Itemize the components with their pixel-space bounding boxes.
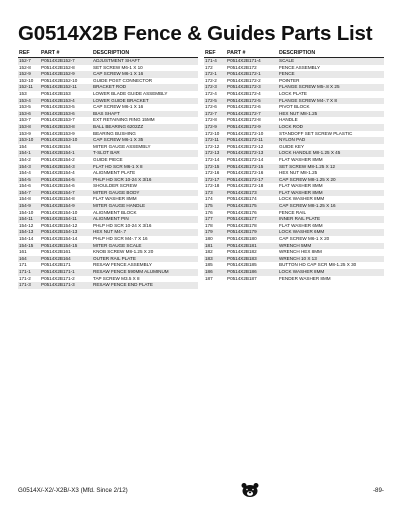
table-row: [204, 104, 384, 111]
description-cell: FLAT WASHER 8MM: [279, 189, 323, 195]
description-cell: LOCK WASHER 6MM: [279, 229, 325, 235]
part-number-cell: P0514X2B154-7: [41, 189, 75, 195]
table-row: [18, 177, 198, 184]
description-cell: RESAW FENCE 590MM ALUMINUM: [93, 269, 169, 274]
ref-cell: 172-12: [205, 143, 220, 149]
table-row: [204, 249, 384, 256]
description-cell: POINTER: [279, 77, 300, 83]
table-row: [18, 104, 198, 111]
ref-cell: 171-2: [19, 275, 31, 281]
description-cell: NYLON PAD: [279, 137, 306, 143]
description-cell: RESAW FENCE END PLATE: [93, 282, 153, 288]
description-cell: HEX NUT M8-1.25: [279, 110, 318, 116]
part-number-cell: P0514X2B153-7: [41, 117, 75, 123]
part-number-cell: P0514X2B154-9: [41, 203, 75, 209]
table-row: [18, 150, 198, 157]
table-row: [18, 71, 198, 78]
ref-cell: 172: [205, 64, 213, 70]
header-description: DESCRIPTION: [279, 50, 316, 56]
table-header: [18, 50, 198, 58]
part-number-cell: P0514X2B172-3: [227, 84, 261, 90]
table-row: [18, 144, 198, 151]
part-number-cell: P0514X2B172-17: [227, 176, 264, 182]
part-number-cell: P0514X2B154-1: [41, 150, 75, 156]
ref-cell: 154-6: [19, 183, 31, 189]
description-cell: T-SLOT BAR: [93, 150, 120, 156]
description-cell: SET SCREW M6-1 X 10: [93, 64, 143, 70]
description-cell: FLAT WASHER 8MM: [279, 156, 323, 162]
part-number-cell: P0514X2B154-4: [41, 170, 75, 176]
ref-cell: 154-1: [19, 150, 31, 156]
part-number-cell: P0514X2B172-1: [227, 71, 261, 77]
page-footer: [18, 482, 384, 498]
description-cell: BUTTON HD CAP SCR M8-1.25 X 30: [279, 262, 357, 268]
description-cell: CAP SCREW M6-1 X 35: [93, 137, 144, 143]
part-number-cell: P0514X2B154-3: [41, 163, 75, 169]
part-number-cell: P0514X2B187: [227, 275, 257, 281]
description-cell: FENDER WASHER 8MM: [279, 275, 331, 281]
description-cell: SHOULDER SCREW: [93, 183, 137, 189]
table-row: [18, 203, 198, 210]
part-number-cell: P0514X2B177: [227, 216, 257, 222]
part-number-cell: P0514X2B175: [227, 203, 257, 209]
ref-cell: 171-1: [19, 269, 31, 274]
part-number-cell: P0514X2B153-8: [41, 123, 75, 129]
part-number-cell: P0514X2B154-6: [41, 183, 75, 189]
description-cell: ALIGNMENT BLOCK: [93, 209, 137, 215]
part-number-cell: P0514X2B154-15: [41, 242, 78, 248]
table-row: [18, 58, 198, 65]
table-row: [18, 190, 198, 197]
description-cell: FLAT HD SCR M6-1 X 8: [93, 163, 143, 169]
ref-cell: 164: [19, 255, 27, 261]
table-row: [204, 71, 384, 78]
part-number-cell: P0514X2B172-11: [227, 137, 263, 143]
table-row: [204, 98, 384, 105]
table-row: [204, 196, 384, 203]
description-cell: LOCK PLATE: [279, 90, 307, 96]
ref-cell: 186: [205, 269, 213, 274]
ref-cell: 172-7: [205, 110, 217, 116]
part-number-cell: P0514X2B171-2: [41, 275, 75, 281]
table-row: [18, 124, 198, 131]
table-row: [18, 157, 198, 164]
ref-cell: 172-8: [205, 117, 217, 123]
table-row: [204, 216, 384, 223]
description-cell: CAP SCREW M8-1.25 X 16: [279, 203, 336, 209]
description-cell: BIAS SHAFT: [93, 110, 120, 116]
part-number-cell: P0514X2B180: [227, 236, 257, 242]
header-ref: REF: [205, 50, 216, 56]
ref-cell: 153-4: [19, 97, 31, 103]
table-row: [204, 124, 384, 131]
description-cell: INNER RAIL PLATE: [279, 216, 321, 222]
table-row: [204, 170, 384, 177]
description-cell: BRACKET ROD: [93, 84, 127, 90]
part-number-cell: P0514X2B154: [41, 143, 71, 149]
table-row: [204, 190, 384, 197]
page-number: -89-: [372, 486, 384, 494]
ref-cell: 181: [205, 242, 213, 248]
description-cell: LOWER BLADE GUIDE ASSEMBLY: [93, 90, 168, 96]
description-cell: STANDOFF SET SCREW PLASTIC: [279, 130, 353, 136]
part-number-cell: P0514X2B176: [227, 209, 257, 215]
table-row: [204, 144, 384, 151]
description-cell: KNOB SCREW M8-1.25 X 20: [93, 249, 154, 255]
description-cell: FLANGE SCREW M4-.7 X 8: [279, 97, 337, 103]
parts-tables: [18, 50, 384, 289]
description-cell: FLAT WASHER 8MM: [93, 196, 137, 202]
table-row: [204, 243, 384, 250]
part-number-cell: P0514X2B172-13: [227, 150, 264, 156]
description-cell: BALL BEARING 6202ZZ: [93, 123, 144, 129]
ref-cell: 154-7: [19, 189, 31, 195]
part-number-cell: P0514X2B172-18: [227, 183, 264, 189]
ref-cell: 176: [205, 209, 213, 215]
table-body-right: [204, 58, 384, 282]
table-row: [204, 236, 384, 243]
table-row: [18, 276, 198, 283]
parts-table-left: [18, 50, 198, 289]
ref-cell: 152-11: [19, 84, 33, 90]
part-number-cell: P0514X2B173: [227, 189, 257, 195]
parts-table-right: [204, 50, 384, 289]
part-number-cell: P0514X2B182: [227, 249, 257, 255]
table-row: [204, 256, 384, 263]
table-row: [18, 98, 198, 105]
ref-cell: 172-6: [205, 104, 217, 110]
ref-cell: 172-11: [205, 137, 219, 143]
ref-cell: 185: [205, 262, 213, 268]
table-header: [204, 50, 384, 58]
description-cell: CAP SCREW M8-1.25 X 20: [279, 176, 336, 182]
description-cell: HANDLE: [279, 117, 298, 123]
table-row: [18, 65, 198, 72]
part-number-cell: P0514X2B172-8: [227, 117, 261, 123]
table-row: [18, 183, 198, 190]
description-cell: HEX NUT M8-1.25: [279, 170, 318, 176]
part-number-cell: P0514X2B153: [41, 90, 71, 96]
ref-cell: 175: [205, 203, 213, 209]
part-number-cell: P0514X2B153-9: [41, 130, 75, 136]
ref-cell: 154-13: [19, 229, 34, 235]
table-row: [204, 269, 384, 276]
table-row: [204, 183, 384, 190]
part-number-cell: P0514X2B153-6: [41, 110, 75, 116]
part-number-cell: P0514X2B171-1: [41, 269, 75, 274]
description-cell: EXT RETAINING RING 15MM: [93, 117, 155, 123]
table-row: [204, 229, 384, 236]
table-row: [18, 196, 198, 203]
table-row: [204, 65, 384, 72]
description-cell: FLANGE SCREW M5-.8 X 25: [279, 84, 340, 90]
ref-cell: 153-6: [19, 110, 31, 116]
description-cell: MITER GAUGE BODY: [93, 189, 140, 195]
ref-cell: 154-5: [19, 176, 31, 182]
part-number-cell: P0514X2B186: [227, 269, 257, 274]
description-cell: FENCE RAIL: [279, 209, 307, 215]
footer-model-text: G0514X/-X2/-X2B/-X3 (Mfd. Since 2/12): [18, 486, 128, 494]
ref-cell: 172-14: [205, 156, 220, 162]
table-row: [204, 210, 384, 217]
description-cell: PIVOT BLOCK: [279, 104, 310, 110]
description-cell: ADJUSTMENT SHAFT: [93, 58, 141, 63]
part-number-cell: P0514X2B154-11: [41, 216, 77, 222]
part-number-cell: P0514X2B172-10: [227, 130, 264, 136]
ref-cell: 182: [205, 249, 213, 255]
description-cell: TAP SCREW M3.5 X 8: [93, 275, 140, 281]
description-cell: LOCK WASHER 8MM: [279, 196, 325, 202]
ref-cell: 154-14: [19, 236, 34, 242]
part-number-cell: P0514X2B172-5: [227, 97, 261, 103]
ref-cell: 153-8: [19, 123, 31, 129]
ref-cell: 172-15: [205, 163, 220, 169]
table-row: [204, 58, 384, 65]
header-part: PART #: [41, 50, 60, 56]
description-cell: RESAW FENCE ASSEMBLY: [93, 262, 152, 268]
part-number-cell: P0514X2B172-14: [227, 156, 264, 162]
header-description: DESCRIPTION: [93, 50, 130, 56]
table-row: [204, 84, 384, 91]
table-row: [204, 223, 384, 230]
table-row: [204, 177, 384, 184]
part-number-cell: P0514X2B153-5: [41, 104, 75, 110]
part-number-cell: P0514X2B171-3: [41, 282, 75, 288]
part-number-cell: P0514X2B172-4: [227, 90, 261, 96]
description-cell: PHLP HD SCR M4-.7 X 16: [93, 236, 148, 242]
ref-cell: 154: [19, 143, 27, 149]
ref-cell: 173: [205, 189, 213, 195]
table-row: [204, 117, 384, 124]
part-number-cell: P0514X2B152-7: [41, 58, 75, 63]
part-number-cell: P0514X2B172-2: [227, 77, 261, 83]
ref-cell: 172-5: [205, 97, 217, 103]
table-row: [18, 137, 198, 144]
ref-cell: 154-2: [19, 156, 31, 162]
table-row: [18, 210, 198, 217]
ref-cell: 153-5: [19, 104, 31, 110]
table-row: [18, 243, 198, 250]
part-number-cell: P0514X2B152-10: [41, 77, 78, 83]
table-row: [204, 78, 384, 85]
description-cell: SET SCREW M8-1.25 X 12: [279, 163, 336, 169]
ref-cell: 172-1: [205, 71, 217, 77]
description-cell: CAP SCREW M6-1 X 20: [279, 236, 330, 242]
description-cell: CAP SCREW M6-1 X 16: [93, 104, 144, 110]
part-number-cell: P0514X2B152-8: [41, 64, 75, 70]
table-row: [204, 276, 384, 283]
part-number-cell: P0514X2B154-8: [41, 196, 75, 202]
table-row: [18, 170, 198, 177]
part-number-cell: P0514X2B172-6: [227, 104, 261, 110]
ref-cell: 152-9: [19, 71, 31, 77]
description-cell: MITER GAUGE SCALE: [93, 242, 142, 248]
header-part: PART #: [227, 50, 246, 56]
description-cell: MITER GAUGE ASSEMBLY: [93, 143, 151, 149]
description-cell: FENCE ASSEMBLY: [279, 64, 321, 70]
part-number-cell: P0514X2B179: [227, 229, 257, 235]
ref-cell: 152-10: [19, 77, 34, 83]
description-cell: MITER GAUGE HANDLE: [93, 203, 146, 209]
table-row: [18, 249, 198, 256]
ref-cell: 154-15: [19, 242, 34, 248]
table-row: [204, 111, 384, 118]
part-number-cell: P0514X2B154-12: [41, 222, 78, 228]
part-number-cell: P0514X2B152-9: [41, 71, 75, 77]
description-cell: ALIGNMENT PLATE: [93, 170, 136, 176]
description-cell: WRENCH 10 X 13: [279, 255, 317, 261]
table-body-left: [18, 58, 198, 289]
ref-cell: 172-13: [205, 150, 220, 156]
ref-cell: 154-3: [19, 163, 31, 169]
part-number-cell: P0514X2B154-13: [41, 229, 78, 235]
table-row: [18, 236, 198, 243]
part-number-cell: P0514X2B154-10: [41, 209, 78, 215]
part-number-cell: P0514X2B153-4: [41, 97, 75, 103]
ref-cell: 172-9: [205, 123, 217, 129]
description-cell: ALIGNMENT PIN: [93, 216, 129, 222]
table-row: [18, 229, 198, 236]
description-cell: GUIDE PIECE: [93, 156, 123, 162]
ref-cell: 187: [205, 275, 213, 281]
table-row: [18, 282, 198, 289]
table-row: [204, 157, 384, 164]
header-ref: REF: [19, 50, 30, 56]
ref-cell: 154-4: [19, 170, 31, 176]
description-cell: LOCK ROD: [279, 123, 303, 129]
ref-cell: 183: [205, 255, 213, 261]
table-row: [18, 78, 198, 85]
description-cell: BEARING BUSHING: [93, 130, 136, 136]
table-row: [18, 84, 198, 91]
part-number-cell: P0514X2B154-2: [41, 156, 75, 162]
table-row: [204, 164, 384, 171]
ref-cell: 180: [205, 236, 213, 242]
description-cell: LOWER GUIDE BRACKET: [93, 97, 149, 103]
part-number-cell: P0514X2B153-10: [41, 137, 78, 143]
description-cell: LOCK HANDLE M8-1.25 X 45: [279, 150, 341, 156]
description-cell: OUTER RAIL PLATE: [93, 255, 136, 261]
ref-cell: 172-3: [205, 84, 217, 90]
table-row: [18, 256, 198, 263]
description-cell: SCALE: [279, 58, 295, 63]
ref-cell: 152-7: [19, 58, 31, 63]
part-number-cell: P0514X2B154-5: [41, 176, 75, 182]
description-cell: FLAT WASHER 6MM: [279, 222, 323, 228]
part-number-cell: P0514X2B171-4: [227, 58, 261, 63]
table-row: [18, 91, 198, 98]
ref-cell: 171-3: [19, 282, 31, 288]
ref-cell: 179: [205, 229, 213, 235]
table-row: [18, 223, 198, 230]
ref-cell: 172-2: [205, 77, 217, 83]
part-number-cell: P0514X2B152-11: [41, 84, 77, 90]
ref-cell: 171: [19, 262, 27, 268]
part-number-cell: P0514X2B172-12: [227, 143, 264, 149]
part-number-cell: P0514X2B185: [227, 262, 257, 268]
table-row: [204, 91, 384, 98]
ref-cell: 154-10: [19, 209, 34, 215]
ref-cell: 174: [205, 196, 213, 202]
description-cell: FLAT WASHER 8MM: [279, 183, 323, 189]
table-row: [18, 262, 198, 269]
page-title: G0514X2B Fence & Guides Parts List: [18, 22, 373, 45]
ref-cell: 172-18: [205, 183, 220, 189]
part-number-cell: P0514X2B172-9: [227, 123, 261, 129]
description-cell: GUIDE KEY: [279, 143, 305, 149]
part-number-cell: P0514X2B164: [41, 255, 71, 261]
table-row: [18, 111, 198, 118]
description-cell: GUIDE POST CONNECTOR: [93, 77, 153, 83]
ref-cell: 154-12: [19, 222, 34, 228]
description-cell: LOCK WASHER 8MM: [279, 269, 325, 274]
part-number-cell: P0514X2B178: [227, 222, 257, 228]
table-row: [18, 117, 198, 124]
description-cell: CAP SCREW M6-1 X 16: [93, 71, 144, 77]
table-row: [204, 131, 384, 138]
table-row: [204, 137, 384, 144]
ref-cell: 161: [19, 249, 27, 255]
part-number-cell: P0514X2B183: [227, 255, 257, 261]
part-number-cell: P0514X2B172: [227, 64, 257, 70]
ref-cell: 172-10: [205, 130, 220, 136]
ref-cell: 177: [205, 216, 213, 222]
description-cell: WRENCH 5MM: [279, 242, 312, 248]
ref-cell: 152-8: [19, 64, 31, 70]
ref-cell: 153: [19, 90, 27, 96]
part-number-cell: P0514X2B171: [41, 262, 71, 268]
part-number-cell: P0514X2B154-14: [41, 236, 78, 242]
part-number-cell: P0514X2B181: [227, 242, 257, 248]
description-cell: WRENCH HEX 8MM: [279, 249, 322, 255]
description-cell: PHLP HD SCR 10-24 X 3/16: [93, 222, 152, 228]
part-number-cell: P0514X2B172-15: [227, 163, 264, 169]
ref-cell: 153-9: [19, 130, 31, 136]
table-row: [204, 262, 384, 269]
ref-cell: 153-10: [19, 137, 34, 143]
ref-cell: 171-4: [205, 58, 217, 63]
table-row: [18, 131, 198, 138]
ref-cell: 172-17: [205, 176, 220, 182]
table-row: [204, 150, 384, 157]
ref-cell: 153-7: [19, 117, 31, 123]
part-number-cell: P0514X2B174: [227, 196, 257, 202]
part-number-cell: P0514X2B172-7: [227, 110, 261, 116]
ref-cell: 172-4: [205, 90, 217, 96]
description-cell: HEX NUT M4-.7: [93, 229, 127, 235]
table-row: [18, 269, 198, 276]
table-row: [18, 216, 198, 223]
grizzly-bear-icon: [239, 482, 261, 498]
description-cell: FENCE: [279, 71, 295, 77]
description-cell: PHLP HD SCR 10-24 X 3/16: [93, 176, 152, 182]
ref-cell: 172-16: [205, 170, 220, 176]
ref-cell: 154-8: [19, 196, 31, 202]
ref-cell: 178: [205, 222, 213, 228]
ref-cell: 154-9: [19, 203, 31, 209]
ref-cell: 154-11: [19, 216, 33, 222]
part-number-cell: P0514X2B161: [41, 249, 71, 255]
table-row: [18, 164, 198, 171]
table-row: [204, 203, 384, 210]
part-number-cell: P0514X2B172-16: [227, 170, 264, 176]
